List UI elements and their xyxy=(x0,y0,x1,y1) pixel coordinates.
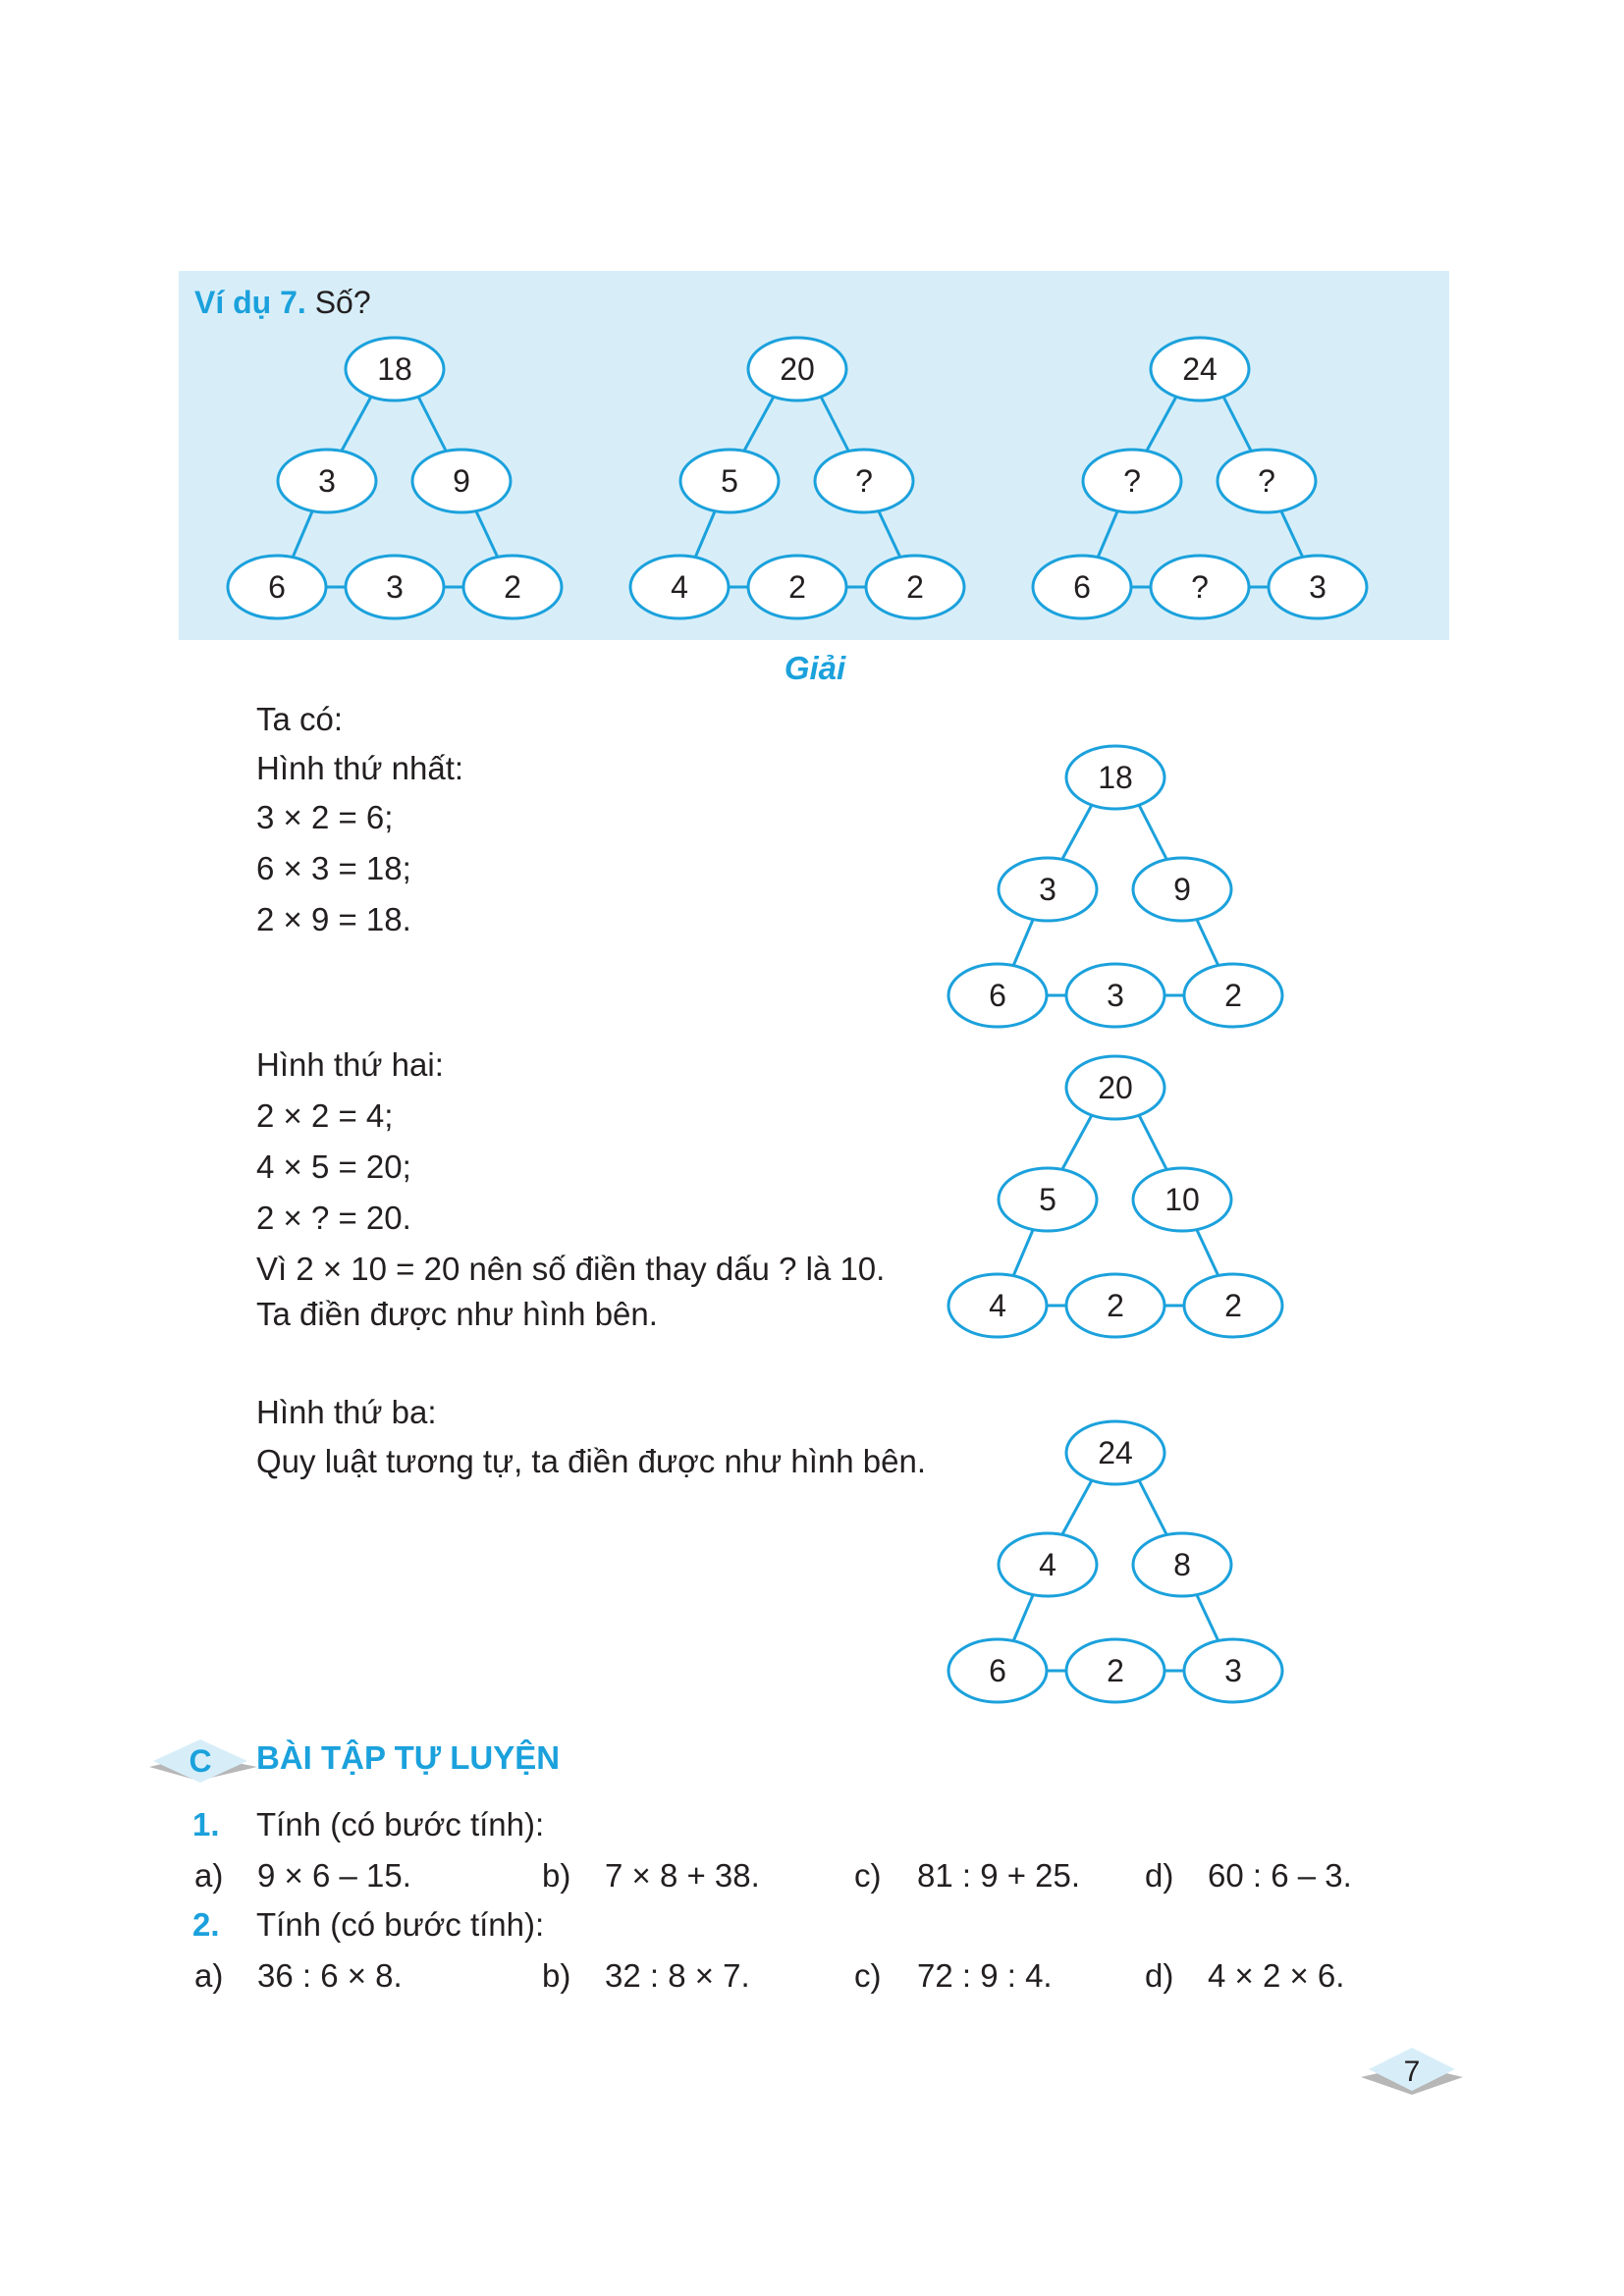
item-expression: 60 : 6 – 3. xyxy=(1208,1857,1352,1894)
example-label: Ví dụ 7. xyxy=(194,285,306,320)
example-triangle-2 xyxy=(630,334,964,628)
connector-line xyxy=(1013,1595,1033,1641)
second-figure-line: Vì 2 × 10 = 20 nên số điền thay dấu ? là 10. xyxy=(256,1251,886,1287)
second-figure-title: Hình thứ hai: xyxy=(256,1046,444,1083)
solution-heading: Giải xyxy=(784,650,846,686)
third-figure-title: Hình thứ ba: xyxy=(256,1394,437,1430)
node-middle-right-value: ? xyxy=(855,463,873,499)
node-bottom-right-value: 2 xyxy=(1224,978,1242,1013)
item-expression: 72 : 9 : 4. xyxy=(917,1957,1053,1994)
item-letter: a) xyxy=(194,1857,224,1894)
connector-line xyxy=(1197,920,1218,966)
example-title xyxy=(194,283,371,322)
node-bottom-middle-value: ? xyxy=(1191,569,1209,605)
first-figure-line: 6 × 3 = 18; xyxy=(256,850,411,886)
example-triangle-1 xyxy=(228,334,562,628)
item-expression: 36 : 6 × 8. xyxy=(257,1957,403,1994)
section-badge xyxy=(149,1735,257,1790)
connector-line xyxy=(1147,397,1176,451)
node-bottom-left-value: 6 xyxy=(989,1653,1006,1688)
page-number-badge xyxy=(1359,2042,1465,2107)
node-middle-right-value: ? xyxy=(1258,463,1275,499)
item-expression: 81 : 9 + 25. xyxy=(917,1857,1081,1894)
node-top-value: 24 xyxy=(1098,1435,1133,1470)
item-letter: d) xyxy=(1145,1957,1174,1994)
second-figure-line: Ta điền được như hình bên. xyxy=(256,1296,658,1332)
connector-line xyxy=(1062,1115,1092,1169)
exercise-item xyxy=(1145,1855,1352,1896)
connector-line xyxy=(1139,805,1166,859)
item-letter: b) xyxy=(542,1957,571,1994)
solution-triangle-2 xyxy=(948,1052,1282,1347)
second-figure-line: 2 × 2 = 4; xyxy=(256,1097,394,1134)
connector-line xyxy=(1139,1115,1166,1169)
node-bottom-left-value: 4 xyxy=(671,569,688,605)
connector-line xyxy=(418,397,446,451)
node-bottom-right-value: 3 xyxy=(1309,569,1326,605)
node-bottom-right-value: 2 xyxy=(504,569,521,605)
node-top-value: 24 xyxy=(1182,351,1218,387)
exercise-item xyxy=(1145,1955,1344,1997)
node-bottom-left-value: 6 xyxy=(1073,569,1091,605)
connector-line xyxy=(1197,1595,1218,1641)
node-bottom-left-value: 4 xyxy=(989,1288,1006,1323)
item-letter: c) xyxy=(854,1957,882,1994)
exercise-instruction: Tính (có bước tính): xyxy=(256,1906,545,1943)
node-middle-left-value: 5 xyxy=(1039,1182,1056,1217)
item-letter: d) xyxy=(1145,1857,1174,1894)
exercise-item xyxy=(854,1955,1053,1997)
second-figure-line: 2 × ? = 20. xyxy=(256,1200,411,1236)
first-figure-title: Hình thứ nhất: xyxy=(256,750,464,786)
node-bottom-right-value: 2 xyxy=(906,569,924,605)
first-figure-line: 2 × 9 = 18. xyxy=(256,901,411,937)
connector-line xyxy=(1098,511,1117,558)
item-letter: b) xyxy=(542,1857,571,1894)
node-middle-left-value: ? xyxy=(1123,463,1141,499)
item-expression: 4 × 2 × 6. xyxy=(1208,1957,1345,1994)
node-bottom-middle-value: 3 xyxy=(1107,978,1124,1013)
exercise-item xyxy=(542,1855,760,1896)
solution-triangle-1 xyxy=(948,742,1282,1037)
first-figure-line: 3 × 2 = 6; xyxy=(256,799,394,835)
connector-line xyxy=(1223,397,1251,451)
node-top-value: 18 xyxy=(377,351,412,387)
connector-line xyxy=(821,397,848,451)
exercise-item xyxy=(194,1855,411,1896)
node-middle-left-value: 3 xyxy=(1039,872,1056,907)
node-bottom-left-value: 6 xyxy=(268,569,286,605)
node-top-value: 20 xyxy=(780,351,815,387)
connector-line xyxy=(342,397,371,451)
connector-line xyxy=(1062,1480,1092,1534)
item-letter: c) xyxy=(854,1857,882,1894)
page-number: 7 xyxy=(1403,2056,1421,2088)
node-middle-left-value: 3 xyxy=(318,463,336,499)
connector-line xyxy=(476,511,498,558)
node-middle-right-value: 8 xyxy=(1173,1547,1191,1582)
exercise-instruction: Tính (có bước tính): xyxy=(256,1806,545,1842)
connector-line xyxy=(744,397,774,451)
node-bottom-middle-value: 2 xyxy=(1107,1288,1124,1323)
exercise-number: 1. xyxy=(192,1806,220,1842)
node-bottom-middle-value: 2 xyxy=(1107,1653,1124,1688)
second-figure-line: 4 × 5 = 20; xyxy=(256,1148,411,1185)
node-middle-left-value: 4 xyxy=(1039,1547,1056,1582)
solution-triangle-3 xyxy=(948,1417,1282,1712)
connector-line xyxy=(1281,511,1303,558)
node-middle-left-value: 5 xyxy=(721,463,738,499)
item-letter: a) xyxy=(194,1957,224,1994)
item-expression: 7 × 8 + 38. xyxy=(605,1857,760,1894)
section-title: BÀI TẬP TỰ LUYỆN xyxy=(256,1739,561,1776)
item-expression: 32 : 8 × 7. xyxy=(605,1957,750,1994)
exercise-item xyxy=(854,1855,1080,1896)
item-expression: 9 × 6 – 15. xyxy=(257,1857,411,1894)
node-bottom-right-value: 3 xyxy=(1224,1653,1242,1688)
connector-line xyxy=(1013,920,1033,966)
connector-line xyxy=(1197,1230,1218,1276)
example-question: Số? xyxy=(314,285,371,320)
node-bottom-middle-value: 3 xyxy=(386,569,404,605)
exercise-item xyxy=(542,1955,750,1997)
node-middle-right-value: 9 xyxy=(1173,872,1191,907)
node-bottom-right-value: 2 xyxy=(1224,1288,1242,1323)
connector-line xyxy=(1139,1480,1166,1534)
connector-line xyxy=(879,511,900,558)
node-top-value: 20 xyxy=(1098,1070,1133,1105)
example-triangle-3 xyxy=(1033,334,1367,628)
exercise-number: 2. xyxy=(192,1906,220,1943)
section-badge-letter: C xyxy=(189,1743,212,1779)
connector-line xyxy=(695,511,715,558)
node-bottom-middle-value: 2 xyxy=(788,569,806,605)
node-middle-right-value: 10 xyxy=(1164,1182,1200,1217)
connector-line xyxy=(1013,1230,1033,1276)
exercise-item xyxy=(194,1955,403,1997)
node-bottom-left-value: 6 xyxy=(989,978,1006,1013)
connector-line xyxy=(293,511,312,558)
node-top-value: 18 xyxy=(1098,760,1133,795)
connector-line xyxy=(1062,805,1092,859)
third-figure-line: Quy luật tương tự, ta điền được như hình bên. xyxy=(256,1443,927,1479)
solution-intro: Ta có: xyxy=(256,701,344,737)
node-middle-right-value: 9 xyxy=(453,463,470,499)
